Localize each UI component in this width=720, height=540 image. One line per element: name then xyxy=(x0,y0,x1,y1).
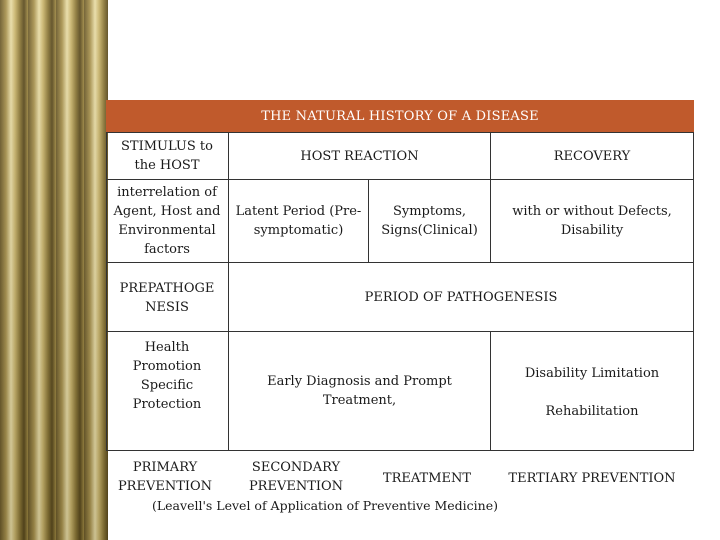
early-diagnosis-cell: Early Diagnosis and Prompt Treatment, xyxy=(267,374,452,408)
interrelation-cell: interrelation of Agent, Host and Environmental factors xyxy=(113,185,221,257)
grid-line xyxy=(693,132,694,450)
symptoms-cell: Symptoms, Signs(Clinical) xyxy=(381,204,478,238)
table-title: THE NATURAL HISTORY OF A DISEASE xyxy=(106,100,694,132)
natural-history-table xyxy=(106,100,694,513)
treatment-label: TREATMENT xyxy=(382,471,472,486)
prepathogenesis-cell: PREPATHOGE NESIS xyxy=(119,281,215,315)
disability-limitation-cell: Disability Limitation xyxy=(524,365,660,381)
tertiary-prevention-label: TERTIARY PREVENTION xyxy=(508,471,676,486)
curtain-decoration xyxy=(0,0,108,540)
primary-prevention-label: PRIMARY PREVENTION xyxy=(117,460,213,494)
latent-period-cell: Latent Period (Pre-symptomatic) xyxy=(235,204,362,238)
grid-line xyxy=(106,450,694,451)
stimulus-cell: STIMULUS to the HOST xyxy=(121,139,213,173)
health-promotion-cell: Health Promotion Specific Protection xyxy=(132,340,202,412)
grid-line xyxy=(490,331,491,450)
pathogenesis-cell: PERIOD OF PATHOGENESIS xyxy=(364,289,558,305)
recovery-cell: RECOVERY xyxy=(553,148,631,164)
secondary-prevention-label: SECONDARY PREVENTION xyxy=(248,460,344,494)
defects-cell: with or without Defects, Disability xyxy=(512,204,672,238)
rehabilitation-cell: Rehabilitation xyxy=(545,403,639,419)
source-caption: (Leavell's Level of Application of Preventive Medicine) xyxy=(151,498,498,513)
host-reaction-cell: HOST REACTION xyxy=(300,148,419,164)
